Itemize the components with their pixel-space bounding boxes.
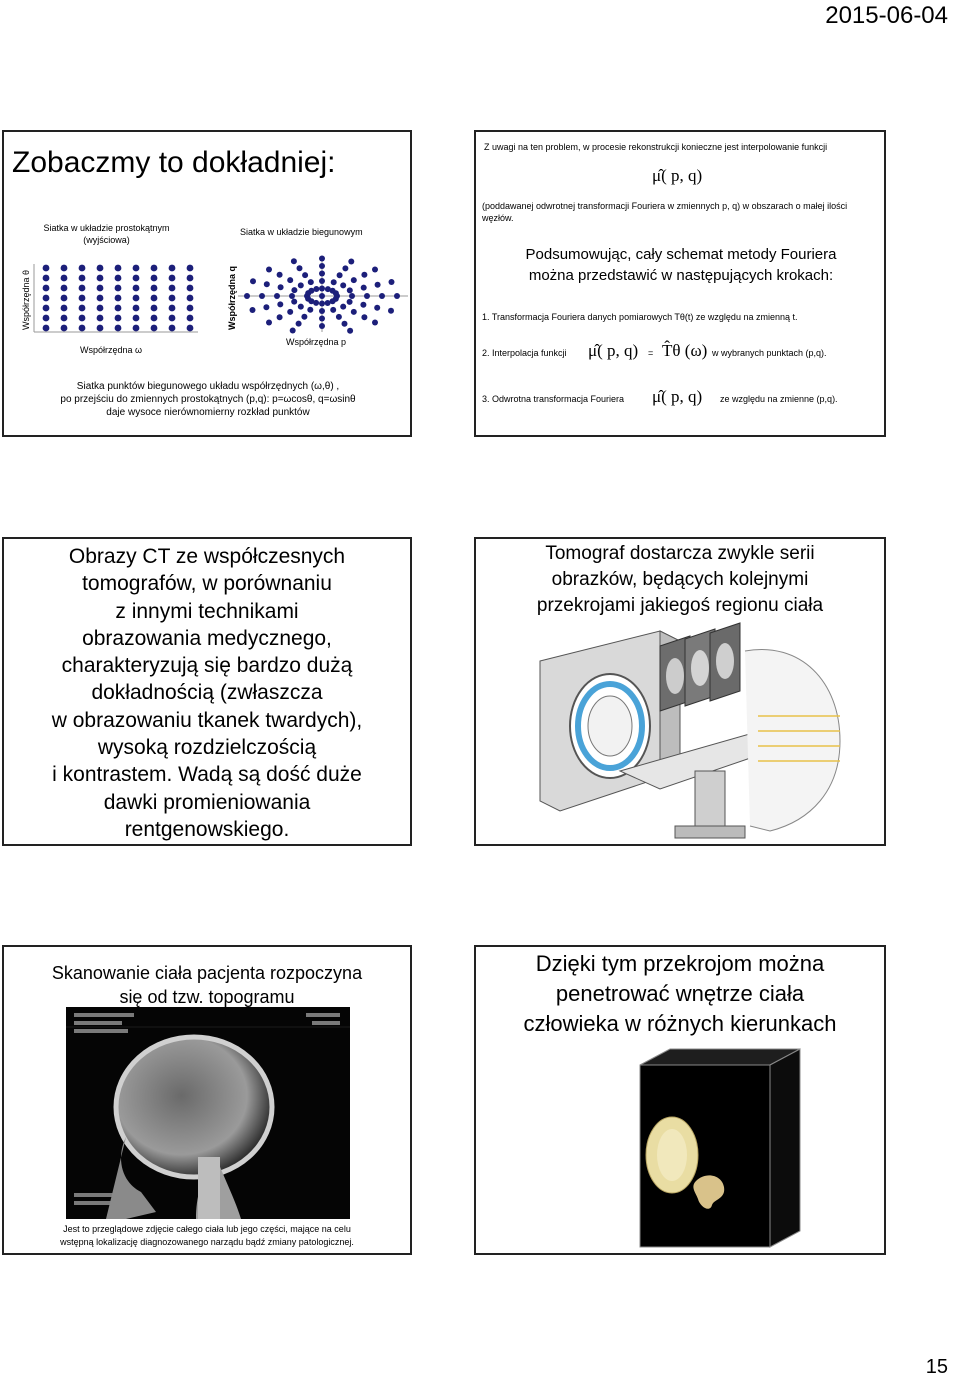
grid-point [319,271,325,277]
text-line: i kontrastem. Wadą są dość duże [52,763,362,787]
grid-point [133,325,140,332]
grid-point [115,285,122,292]
grid-point [347,328,353,334]
grid-point [287,277,293,283]
grid-point [319,293,325,299]
step-2-tail: w wybranych punktach (p,q). [712,348,827,358]
grid-point [151,295,158,302]
grid-point [291,299,297,305]
grid-point [97,275,104,282]
grid-point [264,281,270,287]
grid-point [302,272,308,278]
polar-grid-label: Siatka w układzie biegunowym [240,227,363,237]
grid-point [342,265,348,271]
text-line: charakteryzują się bardzo dużą [61,654,353,678]
grid-caption: Siatka punktów biegunowego układu współrzędnych (ω,θ) , po przejściu do zmiennych prostokątnych (p,q): p=ωcosθ, q=ωsinθ daje wysoce nierównomierny rozkład punktów [60,381,356,418]
slide-title: Zobaczmy to dokładniej: [12,146,336,179]
slide-ct-advantages [2,537,412,846]
grid-point [187,285,194,292]
grid-point [169,295,176,302]
grid-point [187,275,194,282]
grid-point [187,305,194,312]
grid-point [169,325,176,332]
grid-point [277,272,283,278]
formula-mu-hat: μ̂( p, q) [652,166,703,185]
grid-point [133,275,140,282]
tomograph-text [476,541,884,619]
grid-point [169,265,176,272]
grid-point [336,314,342,320]
intro-text: Z uwagi na ten problem, w procesie rekonstrukcji konieczne jest interpolowanie funkcji [484,142,828,152]
grid-point [277,301,283,307]
grid-point [388,308,394,314]
grid-point [372,320,378,326]
grid-point [277,314,283,320]
grid-point [151,305,158,312]
grid-point [291,287,297,293]
grid-point [79,285,86,292]
grid-point [379,293,385,299]
cross-sections-text [476,949,884,1039]
grid-point [115,315,122,322]
grid-point [79,315,86,322]
grid-point [361,285,367,291]
text-line: rentgenowskiego. [124,817,290,841]
grid-point [319,301,325,307]
grid-point [61,295,68,302]
grid-point [133,315,140,322]
grid-point [319,323,325,329]
grid-point [319,256,325,262]
grid-point [342,321,348,327]
grid-point [250,307,256,313]
grid-point [351,277,357,283]
axis-label-q: Współrzędna q [227,265,237,330]
grid-point [313,300,319,306]
text-line: dokładnością (zwłaszcza [91,681,323,705]
grid-point [115,325,122,332]
step-3-tail: ze względu na zmienne (p,q). [720,394,838,404]
grid-point [187,265,194,272]
text-line: dawki promieniowania [103,790,311,814]
grid-point [97,305,104,312]
grid-point [43,275,50,282]
grid-point [319,263,325,269]
grid-point [297,265,303,271]
topogram-caption: Jest to przeglądowe zdjęcie całego ciała lub jego części, mające na celu wstępną lokalizację diagnozowanego narządu bądź zmiany patologicznej. [60,1224,354,1247]
grid-point [266,320,272,326]
grid-point [151,275,158,282]
topogram-title: Skanowanie ciała pacjenta rozpoczyna się od tzw. topogramu [51,963,363,1007]
axis-label-p: Współrzędna p [286,337,347,347]
grid-point [349,293,355,299]
grid-point [61,265,68,272]
ct-scanner-illustration [510,621,850,843]
grid-point [151,265,158,272]
step-2-formula-left: μ̂( p, q) [588,341,639,360]
grid-point [296,321,302,327]
polar-grid-plot [236,254,410,334]
grid-point [348,259,354,265]
grid-point [331,279,337,285]
grid-point [79,265,86,272]
grid-point [43,305,50,312]
text-line: człowieka w różnych kierunkach [523,1011,837,1036]
grid-point [187,315,194,322]
summary-heading: Podsumowując, cały schemat metody Fouriera można przedstawić w następujących krokach: [525,246,837,284]
text-line: obrazowania medycznego, [82,626,332,650]
grid-point [305,290,311,296]
grid-point [333,296,339,302]
grid-point [97,265,104,272]
grid-point [61,315,68,322]
slide-grids [2,130,412,437]
grid-point [361,272,367,278]
grid-point [250,278,256,284]
grid-point [340,282,346,288]
grid-point [169,305,176,312]
grid-point [133,285,140,292]
grid-point [291,258,297,264]
text-line: obrazków, będących kolejnymi [551,569,809,590]
note-text: (poddawanej odwrotnej transformacji Fouriera w zmiennych p, q) w obszarach o małej ilości węzłów. [482,201,848,223]
grid-point [133,305,140,312]
grid-point [347,287,353,293]
grid-point [43,315,50,322]
grid-point [61,325,68,332]
grid-point [361,314,367,320]
grid-point [115,295,122,302]
text-line: penetrować wnętrze ciała [555,981,805,1006]
text-line: Tomograf dostarcza zwykle serii [545,543,815,564]
text-line: przekrojami jakiegoś regionu ciała [536,595,824,616]
grid-point [259,293,265,299]
text-line: z innymi technikami [115,599,299,623]
slide-fourier-steps [474,130,886,437]
grid-point [375,282,381,288]
rectangular-grid-points [43,265,194,332]
grid-point [266,267,272,273]
grid-point [43,265,50,272]
grid-point [263,304,269,310]
slide-topogram [2,945,412,1255]
grid-point [187,295,194,302]
grid-point [133,295,140,302]
grid-point [97,285,104,292]
step-1: 1. Transformacja Fouriera danych pomiarowych Tθ(t) ze względu na zmienną t. [482,312,798,322]
grid-point [151,315,158,322]
step-2-label: 2. Interpolacja funkcji [482,348,567,358]
text-line: Obrazy CT ze współczesnych [68,545,346,568]
page-number: 15 [925,1356,948,1378]
text-line: wysoką rozdzielczością [97,736,317,760]
grid-point [301,314,307,320]
text-line: tomografów, w porównaniu [82,572,332,596]
rectangular-grid-plot [32,262,200,338]
grid-point [274,293,280,299]
grid-point [115,265,122,272]
grid-point [43,325,50,332]
grid-point [289,293,295,299]
ct-advantages-text [4,543,410,843]
grid-point [298,304,304,310]
grid-point [43,295,50,302]
grid-point [97,315,104,322]
grid-point [389,279,395,285]
grid-point [337,272,343,278]
grid-point [287,309,293,315]
grid-point [61,305,68,312]
axis-label-theta: Współrzędna θ [21,269,31,330]
grid-point [169,285,176,292]
grid-point [360,302,366,308]
grid-point [319,308,325,314]
grid-point [290,328,296,334]
grid-point [372,267,378,273]
grid-point [278,284,284,290]
grid-point [244,293,250,299]
grid-point [347,299,353,305]
grid-point [374,305,380,311]
grid-point [319,286,325,292]
grid-point [169,275,176,282]
grid-point [79,305,86,312]
grid-point [61,285,68,292]
grid-point [151,325,158,332]
topogram-xray-image [66,1007,350,1219]
slide-cross-sections [474,945,886,1255]
grid-point [319,316,325,322]
slide-tomograph-series [474,537,886,846]
grid-point [115,305,122,312]
step-2-formula-right: T̂θ (ω) [662,341,708,360]
grid-point [115,275,122,282]
grid-point [340,304,346,310]
grid-point [169,315,176,322]
grid-point [97,325,104,332]
rect-grid-label: Siatka w układzie prostokątnym (wyjściowa) [43,223,170,245]
grid-point [325,286,331,292]
grid-point [308,279,314,285]
grid-point [351,309,357,315]
grid-point [330,307,336,313]
grid-point [97,295,104,302]
grid-point [151,285,158,292]
grid-point [307,307,313,313]
text-line: Dzięki tym przekrojom można [535,951,825,976]
grid-point [43,285,50,292]
grid-point [298,282,304,288]
grid-point [133,265,140,272]
text-line: w obrazowaniu tkanek twardych), [51,708,363,732]
grid-point [79,275,86,282]
grid-point [61,275,68,282]
grid-point [187,325,194,332]
step-3-formula: μ̂( p, q) [652,387,703,406]
grid-point [79,295,86,302]
grid-point [364,293,370,299]
grid-point [79,325,86,332]
grid-point [394,293,400,299]
page-date: 2015-06-04 [825,2,948,29]
grid-point [319,278,325,284]
axis-label-omega: Współrzędna ω [80,345,143,355]
volume-cube-illustration [626,1045,806,1251]
step-2-equals: = [648,348,654,358]
step-3-label: 3. Odwrotna transformacja Fouriera [482,394,625,404]
